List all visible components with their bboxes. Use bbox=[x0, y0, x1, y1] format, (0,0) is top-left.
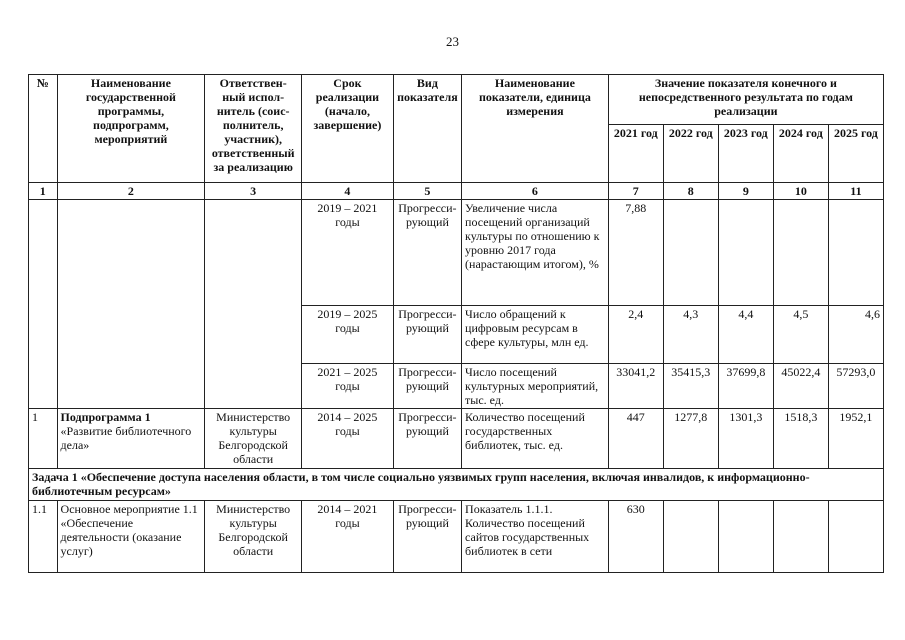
row-num: 1 bbox=[29, 409, 58, 469]
value-cell: 1277,8 bbox=[663, 409, 718, 469]
header-year: 2025 год bbox=[828, 125, 883, 183]
value-cell bbox=[773, 200, 828, 306]
header-values-group: Значение показателя конечного и непосредственного результата по годам реализации bbox=[608, 75, 883, 125]
header-year: 2021 год bbox=[608, 125, 663, 183]
period-cell: 2019 – 2021 годы bbox=[302, 200, 394, 306]
column-number: 10 bbox=[773, 183, 828, 200]
period-cell: 2021 – 2025 годы bbox=[302, 364, 394, 409]
period-cell: 2014 – 2025 годы bbox=[302, 409, 394, 469]
column-number: 1 bbox=[29, 183, 58, 200]
header-year: 2024 год bbox=[773, 125, 828, 183]
value-cell bbox=[718, 501, 773, 573]
column-number: 7 bbox=[608, 183, 663, 200]
type-cell: Прогресси-рующий bbox=[393, 200, 461, 306]
type-cell: Прогресси-рующий bbox=[393, 364, 461, 409]
value-cell: 1518,3 bbox=[773, 409, 828, 469]
value-cell: 630 bbox=[608, 501, 663, 573]
header-period: Срок реализации (начало, завершение) bbox=[302, 75, 394, 183]
page-number: 23 bbox=[446, 34, 459, 49]
empty-cell bbox=[57, 200, 205, 409]
value-cell: 45022,4 bbox=[773, 364, 828, 409]
column-number: 3 bbox=[205, 183, 302, 200]
header-num: № bbox=[29, 75, 58, 183]
value-cell: 4,5 bbox=[773, 306, 828, 364]
period-cell: 2019 – 2025 годы bbox=[302, 306, 394, 364]
period-cell: 2014 – 2021 годы bbox=[302, 501, 394, 573]
column-number: 2 bbox=[57, 183, 205, 200]
program-table bbox=[28, 74, 884, 573]
subprogram-title bbox=[57, 409, 205, 469]
activity-title: Основное мероприятие 1.1 «Обеспечение деятельности (оказание услуг) bbox=[57, 501, 205, 573]
value-cell: 2,4 bbox=[608, 306, 663, 364]
value-cell bbox=[773, 501, 828, 573]
header-year: 2022 год bbox=[663, 125, 718, 183]
value-cell bbox=[663, 200, 718, 306]
header-program-name: Наименование государственной программы, подпрограмм, мероприятий bbox=[57, 75, 205, 183]
column-number: 6 bbox=[462, 183, 609, 200]
subprogram-row bbox=[29, 409, 884, 469]
value-cell: 1301,3 bbox=[718, 409, 773, 469]
value-cell: 1952,1 bbox=[828, 409, 883, 469]
row-num: 1.1 bbox=[29, 501, 58, 573]
value-cell: 4,6 bbox=[828, 306, 883, 364]
indicator-name-cell: Число посещений культурных мероприятий, тыс. ед. bbox=[462, 364, 609, 409]
value-cell: 7,88 bbox=[608, 200, 663, 306]
indicator-name-cell: Увеличение числа посещений организаций культуры по отношению к уровню 2017 года (нарастающим итогом), % bbox=[462, 200, 609, 306]
value-cell: 4,3 bbox=[663, 306, 718, 364]
column-number-row bbox=[29, 183, 884, 200]
responsible-cell: Министерство культуры Белгородской области bbox=[205, 501, 302, 573]
header-responsible: Ответствен-ный испол-нитель (соис-полнитель, участник), ответственный за реализацию bbox=[205, 75, 302, 183]
type-cell: Прогресси-рующий bbox=[393, 306, 461, 364]
column-number: 8 bbox=[663, 183, 718, 200]
subprogram-title-bold: Подпрограмма 1 bbox=[60, 410, 151, 424]
column-number: 5 bbox=[393, 183, 461, 200]
subprogram-title-rest: «Развитие библиотечного дела» bbox=[60, 424, 192, 452]
task-text: Задача 1 «Обеспечение доступа населения области, в том числе социально уязвимых групп населения, включая инвалидов, к информационно-библиотечным ресурсам» bbox=[29, 469, 884, 501]
indicator-name-cell: Количество посещений государственных библиотек, тыс. ед. bbox=[462, 409, 609, 469]
value-cell: 35415,3 bbox=[663, 364, 718, 409]
value-cell: 57293,0 bbox=[828, 364, 883, 409]
value-cell bbox=[828, 501, 883, 573]
column-number: 4 bbox=[302, 183, 394, 200]
task-row bbox=[29, 469, 884, 501]
activity-row bbox=[29, 501, 884, 573]
value-cell bbox=[663, 501, 718, 573]
type-cell: Прогресси-рующий bbox=[393, 501, 461, 573]
header-year: 2023 год bbox=[718, 125, 773, 183]
header-indicator-type: Вид показателя bbox=[393, 75, 461, 183]
column-number: 9 bbox=[718, 183, 773, 200]
value-cell bbox=[828, 200, 883, 306]
table-row bbox=[29, 200, 884, 306]
header-indicator-name: Наименование показатели, единица измерения bbox=[462, 75, 609, 183]
value-cell bbox=[718, 200, 773, 306]
empty-cell bbox=[205, 200, 302, 409]
value-cell: 447 bbox=[608, 409, 663, 469]
type-cell: Прогресси-рующий bbox=[393, 409, 461, 469]
column-number: 11 bbox=[828, 183, 883, 200]
responsible-cell: Министерство культуры Белгородской области bbox=[205, 409, 302, 469]
indicator-name-cell: Число обращений к цифровым ресурсам в сфере культуры, млн ед. bbox=[462, 306, 609, 364]
value-cell: 4,4 bbox=[718, 306, 773, 364]
header-row-1 bbox=[29, 75, 884, 125]
value-cell: 33041,2 bbox=[608, 364, 663, 409]
indicator-name-cell: Показатель 1.1.1. Количество посещений сайтов государственных библиотек в сети bbox=[462, 501, 609, 573]
empty-cell bbox=[29, 200, 58, 409]
value-cell: 37699,8 bbox=[718, 364, 773, 409]
